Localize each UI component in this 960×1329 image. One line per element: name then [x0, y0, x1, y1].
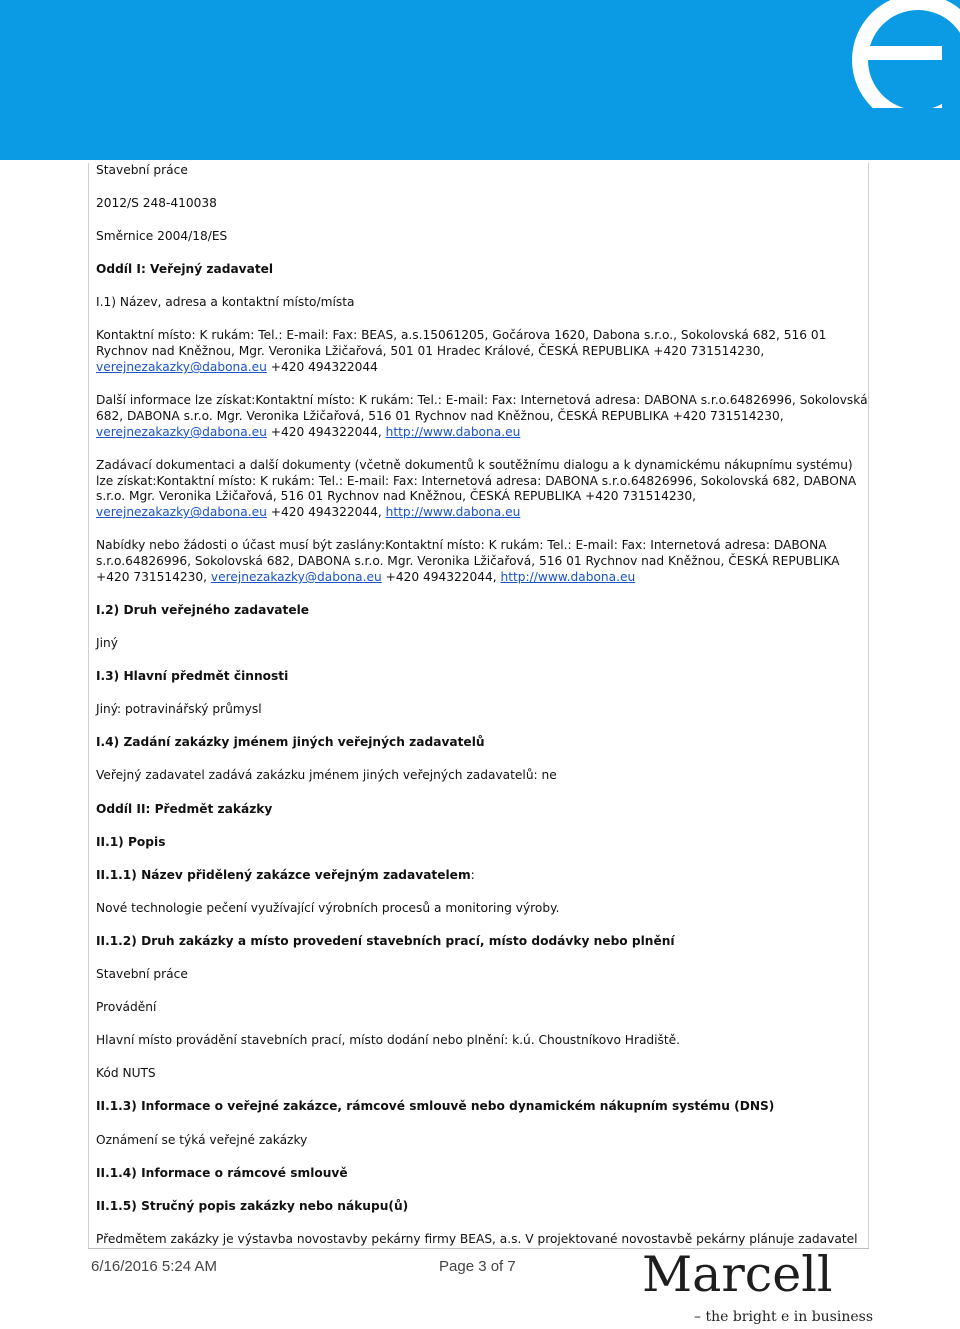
- paragraph-text: Další informace lze získat:Kontaktní místo: K rukám: Tel.: E-mail: Fax: Internetová adresa: DABONA s.r.o.64826996, Sokolovská 682, DABONA s.r.o. Mgr. Veronika Lžičařová, 516 01 Rychnov nad Kněžnou, ČESKÁ REPUBLIKA +420 731514230,: [96, 393, 868, 423]
- paragraph: [96, 538, 868, 585]
- paragraph: [96, 196, 868, 212]
- paragraph: [96, 328, 868, 375]
- paragraph-text: Nové technologie pečení využívající výrobních procesů a monitoring výroby.: [96, 900, 560, 915]
- heading-text: II.1.5) Stručný popis zakázky nebo nákupu(ů): [96, 1198, 409, 1213]
- heading-text: Oddíl I: Veřejný zadavatel: [96, 262, 274, 277]
- page-frame-right: [868, 163, 869, 1248]
- paragraph: [96, 262, 868, 278]
- paragraph: [96, 735, 868, 751]
- page-frame-left: [88, 163, 89, 1248]
- paragraph: [96, 702, 868, 718]
- paragraph-text: Provádění: [96, 1000, 157, 1015]
- header-banner: [0, 0, 960, 160]
- heading-text: Oddíl II: Předmět zakázky: [96, 801, 273, 816]
- heading-text: II.1) Popis: [96, 834, 166, 849]
- paragraph-text: Stavební práce: [96, 163, 188, 177]
- footer-date: 6/16/2016 5:24 AM: [91, 1258, 217, 1275]
- paragraph: [96, 295, 868, 311]
- paragraph-text: Veřejný zadavatel zadává zakázku jménem jiných veřejných zadavatelů: ne: [96, 768, 557, 783]
- paragraph-text: Oznámení se týká veřejné zakázky: [96, 1132, 308, 1147]
- paragraph: [96, 603, 868, 619]
- paragraph-text: +420 494322044,: [266, 505, 386, 520]
- paragraph: [96, 1000, 868, 1016]
- paragraph-text: :: [470, 867, 475, 882]
- paragraph-text: Nabídky nebo žádosti o účast musí být zaslány:Kontaktní místo: K rukám: Tel.: E-mail: Fax: Internetová adresa: DABONA s.r.o.64826996, Sokolovská 682, DABONA s.r.o. Mgr. Veronika Lžičařová, 516 01 Rychnov nad Kněžnou, ČESKÁ REPUBLIKA +420 731514230,: [96, 538, 840, 584]
- paragraph: [96, 967, 868, 983]
- paragraph: [96, 1199, 868, 1215]
- paragraph: [96, 229, 868, 245]
- heading-text: I.4) Zadání zakázky jménem jiných veřejných zadavatelů: [96, 735, 485, 750]
- paragraph: [96, 1033, 868, 1049]
- paragraph-text: Jiný: [96, 636, 118, 651]
- link[interactable]: verejnezakazky@dabona.eu: [210, 569, 382, 584]
- paragraph-text: +420 494322044,: [381, 569, 501, 584]
- paragraph-text: Jiný: potravinářský průmysl: [96, 702, 262, 717]
- heading-text: I.2) Druh veřejného zadavatele: [96, 603, 310, 618]
- paragraph-text: Kontaktní místo: K rukám: Tel.: E-mail: Fax: BEAS, a.s.15061205, Gočárova 1620, Dabona s.r.o., Sokolovská 682, 516 01 Rychnov nad Kněžnou, Mgr. Veronika Lžičařová, 501 01 Hradec Králové, ČESKÁ REPUBLIKA +420 731514230,: [96, 328, 827, 359]
- brand-name: Marcell: [642, 1246, 833, 1303]
- paragraph-text: +420 494322044: [266, 360, 378, 375]
- brand-tagline: – the bright e in business: [694, 1309, 874, 1325]
- paragraph: [96, 1099, 868, 1115]
- paragraph: [96, 669, 868, 685]
- heading-text: II.1.4) Informace o rámcové smlouvě: [96, 1165, 348, 1180]
- paragraph-text: Zadávací dokumentaci a další dokumenty (včetně dokumentů k soutěžnímu dialogu a k dynamickému nákupnímu systému) lze získat:Kontaktní místo: K rukám: Tel.: E-mail: Fax: Internetová adresa: DABONA s.r.o.64826996, Sokolovská 682, DABONA s.r.o. Mgr. Veronika Lžičařová, 516 01 Rychnov nad Kněžnou, ČESKÁ REPUBLIKA +420 731514230,: [96, 457, 857, 504]
- paragraph-text: 2012/S 248-410038: [96, 196, 217, 211]
- link[interactable]: verejnezakazky@dabona.eu: [96, 424, 267, 439]
- paragraph: [96, 163, 868, 179]
- paragraph-text: Předmětem zakázky je výstavba novostavby pekárny firmy BEAS, a.s. V projektované novostavbě pekárny plánuje zadavatel: [96, 1231, 858, 1246]
- paragraph: [96, 1133, 868, 1149]
- link[interactable]: verejnezakazky@dabona.eu: [96, 360, 267, 375]
- paragraph: [96, 768, 868, 784]
- paragraph-text: Stavební práce: [96, 967, 188, 982]
- paragraph: [96, 901, 868, 917]
- document-body: [96, 163, 868, 1265]
- paragraph: [96, 802, 868, 818]
- paragraph: [96, 1166, 868, 1182]
- paragraph: [96, 934, 868, 950]
- heading-text: II.1.3) Informace o veřejné zakázce, rámcové smlouvě nebo dynamickém nákupním systému (DNS): [96, 1099, 775, 1114]
- heading-text: II.1.1) Název přidělený zakázce veřejným zadavatelem: [96, 867, 471, 882]
- paragraph: [96, 1066, 868, 1082]
- paragraph-text: Hlavní místo provádění stavebních prací, místo dodání nebo plnění: k.ú. Choustníkovo Hradiště.: [96, 1033, 681, 1048]
- marcell-logo: [642, 1246, 874, 1327]
- e-logo-icon: [830, 0, 960, 108]
- link[interactable]: http://www.dabona.eu: [385, 505, 521, 520]
- paragraph: [96, 868, 868, 884]
- paragraph-text: Kód NUTS: [96, 1066, 156, 1081]
- heading-text: II.1.2) Druh zakázky a místo provedení stavebních prací, místo dodávky nebo plnění: [96, 933, 675, 948]
- paragraph: [96, 393, 868, 440]
- link[interactable]: verejnezakazky@dabona.eu: [96, 505, 267, 520]
- paragraph-text: Směrnice 2004/18/ES: [96, 229, 228, 244]
- link[interactable]: http://www.dabona.eu: [385, 424, 521, 439]
- paragraph-text: I.1) Název, adresa a kontaktní místo/místa: [96, 295, 355, 310]
- footer-page-number: Page 3 of 7: [439, 1258, 516, 1275]
- paragraph: [96, 458, 868, 521]
- heading-text: I.3) Hlavní předmět činnosti: [96, 669, 289, 684]
- paragraph: [96, 636, 868, 652]
- paragraph-text: +420 494322044,: [266, 424, 386, 439]
- paragraph: [96, 835, 868, 851]
- link[interactable]: http://www.dabona.eu: [500, 569, 636, 584]
